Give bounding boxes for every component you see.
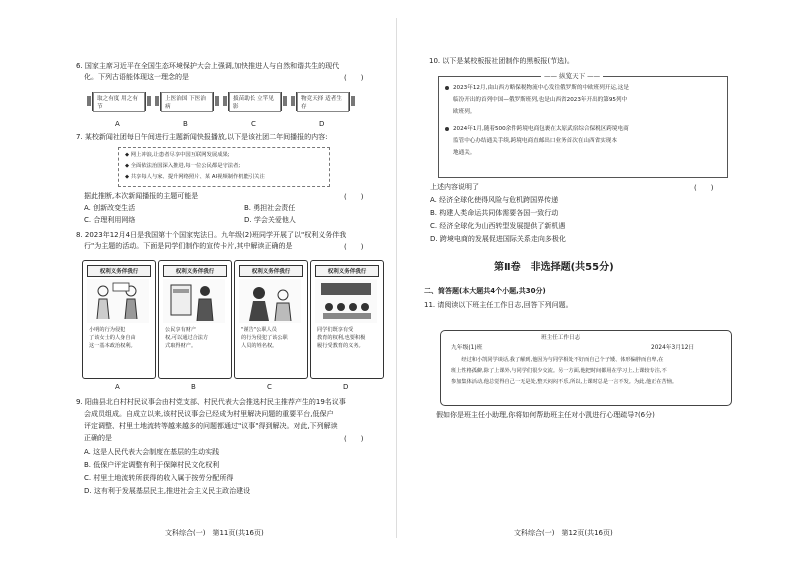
q8-line2: 行"为主题的活动。下面是同学们制作的宣传卡片,其中解读正确的是	[84, 242, 293, 250]
part-title: 第Ⅱ卷 非选择题(共55分)	[494, 262, 614, 273]
q10-option-b: B. 构建人类命运共同体需要各国一致行动	[430, 209, 559, 217]
q9-option-d: D. 这有利于发展基层民主,推进社会主义民主政治建设	[84, 487, 251, 495]
q7-option-d: D. 学会关爱他人	[244, 216, 296, 224]
card-title: 权利义务伴我行	[87, 265, 151, 277]
plaque-a-text: 取之有度 用之有节	[93, 92, 145, 112]
q10-option-a: A. 经济全球化使得风险与危机跨国界传递	[430, 196, 559, 204]
board-item-1-line: 2023年12月,由山西方略保税物流中心发往俄罗斯的中欧班列开运,这是	[453, 85, 629, 91]
card-a-line: 小明的行为侵犯	[89, 327, 126, 333]
board-item-1	[445, 84, 629, 94]
card-illustration-c	[239, 279, 301, 323]
card-title: 权利义务伴我行	[239, 265, 303, 277]
q8-paren: ( )	[344, 243, 364, 251]
plaque-d	[296, 92, 350, 111]
log-line: 参加集体活动,他总觉得自己一无是处,整天闷闷不乐,所以,上课时总是一言不发。为此,他正在苦恼。	[451, 379, 678, 385]
card-d-line: 教育的权利,也要积极	[317, 335, 366, 341]
plaque-a	[92, 92, 146, 111]
log-title: 班主任工作日志	[541, 335, 581, 341]
q6-paren: ( )	[344, 74, 364, 82]
board-item-2-line: 2024年1月,随着500余件跨境电商包裹在太原武宿综合保税区跨境电商	[453, 126, 629, 132]
q6-label-a: A	[115, 120, 120, 128]
q7-news-item: ◆ 网上冲浪,让患者尽享中国互联网发展成果;	[125, 152, 230, 158]
q8-label-d: D	[343, 383, 349, 391]
rights-card-a	[82, 260, 156, 379]
q9-line: 会成员组成。自成立以来,该村民议事会已经成为村里解决问题的重要平台,低保户	[84, 410, 334, 418]
card-b-line: 公民享有财产	[165, 327, 197, 333]
q10-option-c: C. 经济全球化为山西转型发展提供了新机遇	[430, 222, 566, 230]
q7-option-b: B. 勇担社会责任	[244, 204, 296, 212]
q10-paren: ( )	[694, 184, 714, 192]
q6-line2: 化。下列古语能体现这一理念的是	[84, 73, 189, 81]
q7-option-c: C. 合理利用网络	[84, 216, 136, 224]
q6-line1: 6. 国家主席习近平在全国生态环境保护大会上强调,加快推进人与自然和谐共生的现代	[76, 62, 340, 70]
plaque-d-text: 物竞天择 适者生存	[297, 92, 349, 112]
rights-card-b	[158, 260, 232, 379]
rights-card-c	[234, 260, 308, 379]
q7-option-a: A. 创新改变生活	[84, 204, 136, 212]
section-title: 二、简答题(本大题共4个小题,共30分)	[424, 287, 546, 295]
board-item-1-line: 临汾开出的首列中国—俄罗斯班列,也是山西省2023年开出的第95列中	[453, 97, 628, 103]
rights-card-d	[310, 260, 384, 379]
log-date: 2024年3月12日	[651, 345, 695, 351]
q9-paren: ( )	[344, 435, 364, 443]
page-footer-right: 文科综合(一) 第12页(共16页)	[514, 529, 613, 537]
q10-intro: 10. 以下是某校板报社团制作的黑板报(节选)。	[429, 57, 574, 65]
q6-label-c: C	[251, 120, 256, 128]
q8-label-a: A	[115, 383, 120, 391]
q7-news-item: ◆ 全面依法治国深入推进,每一位公民都是守法者;	[125, 163, 241, 169]
card-d-line: 同学们既享有受	[317, 327, 354, 333]
card-c-line: 的行为侵犯了该公职	[241, 335, 288, 341]
log-class: 九年级(1)班	[451, 345, 483, 351]
q7-news-box	[118, 147, 330, 187]
plaque-b	[160, 92, 214, 111]
q9-option-b: B. 低保户评定调整有利于保障村民文化权利	[84, 461, 220, 469]
q10-option-d: D. 跨境电商的发展促进国际关系走向多极化	[430, 235, 566, 243]
card-illustration-d	[315, 279, 377, 323]
q6-label-b: B	[183, 120, 188, 128]
card-illustration-b	[163, 279, 225, 323]
log-line: 经过和小凯同学谈话,我了解到,他因为与同学相处不好而自己个子矮、体形偏胖而自卑,在	[451, 357, 664, 363]
q9-line: 9. 阳曲县北白村村民议事会由村党支部、村民代表大会推选村民主推荐产生的19名议事	[76, 398, 346, 406]
q6-label-d: D	[319, 120, 325, 128]
q11-intro: 11. 请阅读以下班主任工作日志,回答下列问题。	[424, 301, 573, 309]
q7-paren: ( )	[344, 193, 364, 201]
card-a-line: 这一基本政治权利。	[89, 343, 136, 349]
card-title: 权利义务伴我行	[315, 265, 379, 277]
card-c-line: "谨告"公职人员	[241, 327, 277, 333]
q8-label-c: C	[267, 383, 272, 391]
card-a-line: 了该女士的人身自由	[89, 335, 136, 341]
q10-question: 上述内容说明了	[430, 183, 479, 191]
log-line: 班上性格孤僻,除了上课外,与同学们很少交流。另一方面,他把时间都用在学习上,上课较专注,不	[451, 368, 667, 374]
card-title: 权利义务伴我行	[163, 265, 227, 277]
q7-intro: 7. 某校新闻社团每日午间进行主题新闻快报播放,以下是该社团二年间播报的内容:	[76, 133, 328, 141]
q9-line: 评定调整、村里土地流转等越来越多的问题都通过"议事"得到解决。对此,下列解读	[84, 422, 338, 430]
teacher-log-box	[440, 330, 732, 406]
q8-label-b: B	[191, 383, 196, 391]
blackboard-excerpt	[438, 76, 728, 178]
card-illustration-a	[87, 279, 149, 323]
plaque-b-text: 上医治国 下医治病	[161, 92, 213, 112]
q11-question: 假如你是班主任小助理,你将如何帮助班主任对小凯进行心理疏导?(6分)	[436, 411, 655, 419]
q9-option-c: C. 村里土地流转所获得的收入属于按劳分配所得	[84, 474, 234, 482]
board-item-2	[445, 125, 629, 135]
card-d-line: 履行受教育的义务。	[317, 343, 364, 349]
q8-line1: 8. 2023年12月4日是我国第十个国家宪法日。九年级(2)班同学开展了以"权利义务伴我	[76, 231, 347, 239]
board-title: —— 纵览天下 ——	[541, 71, 603, 80]
card-b-line: 权,可以通过合法方	[165, 335, 209, 341]
bullet-icon	[445, 127, 449, 131]
card-b-line: 式取得财产。	[165, 343, 197, 349]
board-item-2-line: 地通关。	[453, 150, 476, 156]
page-footer-left: 文科综合(一) 第11页(共16页)	[165, 529, 264, 537]
plaque-c	[228, 92, 282, 111]
bullet-icon	[445, 86, 449, 90]
card-c-line: 人员的姓名权。	[241, 343, 278, 349]
q9-line: 正确的是	[84, 434, 112, 442]
board-item-1-line: 欧班列。	[453, 109, 476, 115]
q9-option-a: A. 这是人民代表大会制度在基层的生动实践	[84, 448, 220, 456]
q7-news-item: ◆ 共享每人与家、提升网络照片、某 AI视频制作机能引关注	[125, 174, 265, 180]
board-item-2-line: 监管中心办结通关手续,跨境电商直邮出口业务首次在山西省实现本	[453, 138, 617, 144]
q7-question: 据此推断,本次新闻播报的主题可能是	[84, 192, 199, 200]
plaque-c-text: 拔苗助长 立竿见影	[229, 92, 281, 112]
